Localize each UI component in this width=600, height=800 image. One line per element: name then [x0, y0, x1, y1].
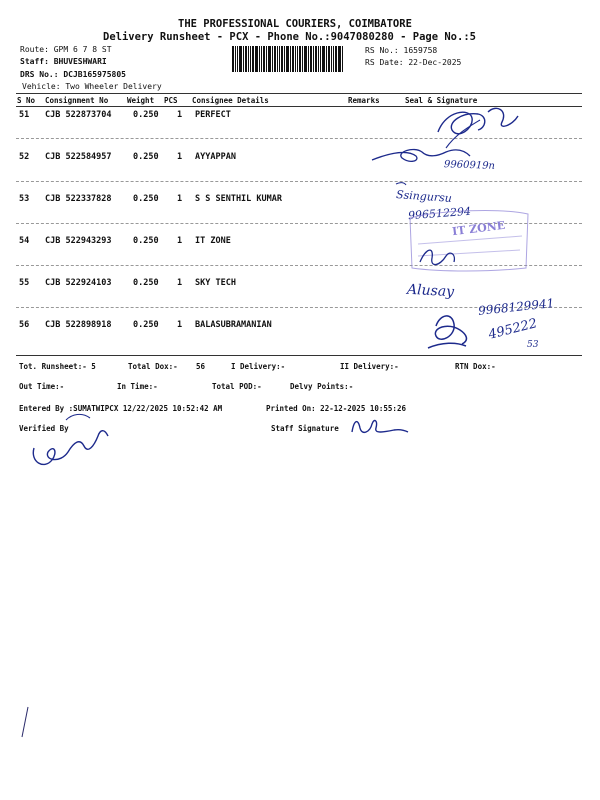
row-consignee: S S SENTHIL KUMAR — [195, 194, 282, 204]
rs-number: RS No.: 1659758 — [365, 46, 438, 55]
verified-by-signature — [33, 431, 108, 465]
ii-delivery: II Delivery:- — [340, 362, 399, 371]
row-consignment: CJB 522898918 — [45, 320, 112, 330]
row-sno: 52 — [19, 152, 30, 162]
row-sno: 55 — [19, 278, 30, 288]
col-sno: S No — [17, 96, 36, 105]
col-pcs: PCS — [164, 96, 178, 105]
staff-signature — [352, 421, 408, 433]
total-dox-value: 56 — [196, 362, 206, 371]
staff-signature-label: Staff Signature — [271, 424, 339, 433]
row-weight: 0.250 — [133, 320, 159, 330]
verified-by-label: Verified By — [19, 424, 69, 433]
handwritten-phone-row56: 495222 — [486, 316, 539, 343]
it-zone-stamp-text: IT ZONE — [451, 218, 506, 239]
row-weight: 0.250 — [133, 110, 159, 120]
route-label: Route: GPM 6 7 8 ST — [20, 45, 112, 54]
handwritten-name-row53: Ssingursu — [395, 188, 453, 205]
row-pcs: 1 — [177, 278, 183, 288]
row-sno: 56 — [19, 320, 30, 330]
col-remarks: Remarks — [348, 96, 380, 105]
row-consignee: AYYAPPAN — [195, 152, 236, 162]
row-consignee: SKY TECH — [195, 278, 236, 288]
col-consignment: Consignment No — [45, 96, 109, 105]
row-pcs: 1 — [177, 152, 183, 162]
tot-runsheet: Tot. Runsheet:- 5 — [19, 362, 96, 371]
row-consignment: CJB 522584957 — [45, 152, 112, 162]
rs-date: RS Date: 22-Dec-2025 — [365, 58, 462, 67]
row-weight: 0.250 — [133, 278, 159, 288]
in-time: In Time:- — [117, 382, 158, 391]
signature-row56 — [428, 316, 466, 348]
row-consignment: CJB 522943293 — [45, 236, 112, 246]
signature-row54 — [420, 250, 454, 264]
signature-row52 — [372, 150, 470, 162]
total-pod: Total POD:- — [212, 382, 262, 391]
row-weight: 0.250 — [133, 152, 159, 162]
col-seal-signature: Seal & Signature — [405, 96, 478, 105]
company-title: THE PROFESSIONAL COURIERS, COIMBATORE — [178, 18, 412, 30]
entered-by: Entered By :SUMATWIPCX 12/22/2025 10:52:42 AM — [19, 404, 223, 413]
it-zone-stamp — [410, 211, 528, 271]
row-consignee: IT ZONE — [195, 236, 231, 246]
drs-number: DRS No.: DCJB165975805 — [20, 70, 126, 79]
row-consignment: CJB 522924103 — [45, 278, 112, 288]
row-weight: 0.250 — [133, 236, 159, 246]
row-consignee: BALASUBRAMANIAN — [195, 320, 272, 330]
col-weight: Weight — [127, 96, 155, 105]
stray-pen-mark — [22, 707, 28, 737]
row-consignment: CJB 522873704 — [45, 110, 112, 120]
runsheet-subtitle: Delivery Runsheet - PCX - Phone No.:9047080280 - Page No.:5 — [103, 31, 476, 43]
staff-label: Staff: BHUVESHWARI — [20, 57, 107, 66]
handwritten-phone-row55: 9968129941 — [477, 296, 555, 318]
row-pcs: 1 — [177, 110, 183, 120]
rtn-dox: RTN Dox:- — [455, 362, 496, 371]
row-sno: 51 — [19, 110, 30, 120]
row-pcs: 1 — [177, 320, 183, 330]
handwritten-extra-row56: 53 — [527, 340, 539, 350]
printed-on: Printed On: 22-12-2025 10:55:26 — [266, 404, 406, 413]
handwritten-phone-row52: 9960919n — [443, 159, 496, 172]
i-delivery: I Delivery:- — [231, 362, 286, 371]
row-sno: 54 — [19, 236, 30, 246]
row-sno: 53 — [19, 194, 30, 204]
handwritten-phone-row53: 996512294 — [407, 204, 472, 223]
row-pcs: 1 — [177, 194, 183, 204]
row-weight: 0.250 — [133, 194, 159, 204]
col-consignee: Consignee Details — [192, 96, 269, 105]
row-consignment: CJB 522337828 — [45, 194, 112, 204]
row-pcs: 1 — [177, 236, 183, 246]
row-consignee: PERFECT — [195, 110, 231, 120]
out-time: Out Time:- — [19, 382, 65, 391]
total-dox-label: Total Dox:- — [128, 362, 178, 371]
vehicle-label: Vehicle: Two Wheeler Delivery — [22, 82, 162, 91]
delvy-points: Delvy Points:- — [290, 382, 354, 391]
handwritten-name-row55: Alusay — [406, 281, 455, 301]
